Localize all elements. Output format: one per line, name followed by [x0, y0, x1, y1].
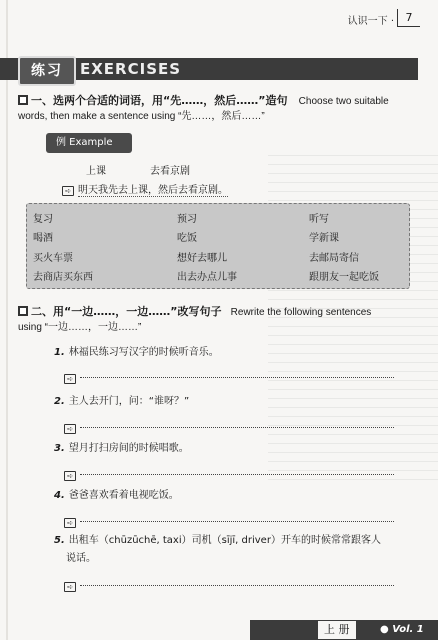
answer-line-2[interactable]: [64, 416, 394, 433]
section-2-cn: 二、用“一边……，一边……”改写句子: [31, 305, 222, 318]
question-text: 出租车（chūzūchē, taxi）司机（sījī, driver）开车的时候常常跟客人: [68, 535, 381, 546]
example-answer: [62, 181, 228, 196]
question-number: 4.: [54, 490, 65, 501]
word-item: 吃饭: [177, 233, 197, 244]
question-5: [54, 532, 404, 568]
running-title: 认识一下 ·: [347, 16, 394, 27]
word-item: 跟朋友一起吃饭: [309, 272, 379, 283]
question-1: [54, 343, 219, 358]
example-tab: 例 Example: [46, 133, 132, 153]
word-bank: [26, 203, 410, 289]
word-item: 去商店买东西: [33, 272, 93, 283]
answer-line-1[interactable]: [64, 366, 394, 383]
question-number: 1.: [54, 347, 65, 358]
example-word-2: 去看京剧: [150, 166, 190, 177]
footer-volume-en: ● Vol. 1: [380, 624, 424, 635]
word-item: 听写: [309, 214, 329, 225]
question-text: 林福民练习写汉字的时候听音乐。: [68, 347, 219, 358]
question-text: 望月打扫房间的时候唱歌。: [68, 443, 189, 454]
section-2-heading: [18, 304, 414, 335]
arrow-icon: ➪: [64, 582, 76, 592]
section-1-cn: 一、选两个合适的词语，用“先……，然后……”造句: [31, 94, 288, 107]
word-item: 复习: [33, 214, 53, 225]
question-number: 5.: [54, 535, 65, 546]
answer-line-4[interactable]: [64, 510, 394, 527]
section-marker-icon: [18, 95, 28, 105]
example-answer-text: 明天我先去上课，然后去看京剧。: [78, 185, 228, 196]
question-text: 主人去开门，问：“谁呀？”: [68, 396, 190, 407]
arrow-icon: ➪: [64, 471, 76, 481]
arrow-icon: ➪: [64, 424, 76, 434]
arrow-icon: ➪: [64, 374, 76, 384]
question-2: [54, 392, 189, 407]
section-2-en-b: using “一边……，一边……”: [18, 322, 142, 333]
section-1-en-b: words, then make a sentence using “先……，然后……”: [18, 111, 265, 122]
answer-line-5[interactable]: [64, 574, 394, 591]
footer-volume-cn: 上 册: [318, 621, 356, 639]
question-4: [54, 486, 179, 501]
word-item: 买火车票: [33, 253, 73, 264]
word-item: 喝酒: [33, 233, 53, 244]
word-item: 想好去哪儿: [177, 253, 227, 264]
page-number: 7: [397, 9, 420, 27]
question-number: 3.: [54, 443, 65, 454]
answer-line-3[interactable]: [64, 463, 394, 480]
section-1-heading: [18, 93, 414, 124]
banner-cn-label: 练习: [18, 56, 76, 86]
word-item: 出去办点儿事: [177, 272, 237, 283]
section-2-en-a: Rewrite the following sentences: [230, 307, 372, 318]
example-word-1: 上课: [86, 166, 106, 177]
arrow-icon: ➪: [62, 186, 74, 196]
banner-en-label: EXERCISES: [80, 60, 182, 78]
word-item: 预习: [177, 214, 197, 225]
word-item: 去邮局寄信: [309, 253, 359, 264]
section-marker-icon: [18, 306, 28, 316]
question-3: [54, 439, 189, 454]
section-1-en-a: Choose two suitable: [298, 96, 389, 107]
question-number: 2.: [54, 396, 65, 407]
word-item: 学新课: [309, 233, 339, 244]
arrow-icon: ➪: [64, 518, 76, 528]
question-text-cont: 说话。: [66, 553, 96, 564]
question-text: 爸爸喜欢看着电视吃饭。: [68, 490, 179, 501]
